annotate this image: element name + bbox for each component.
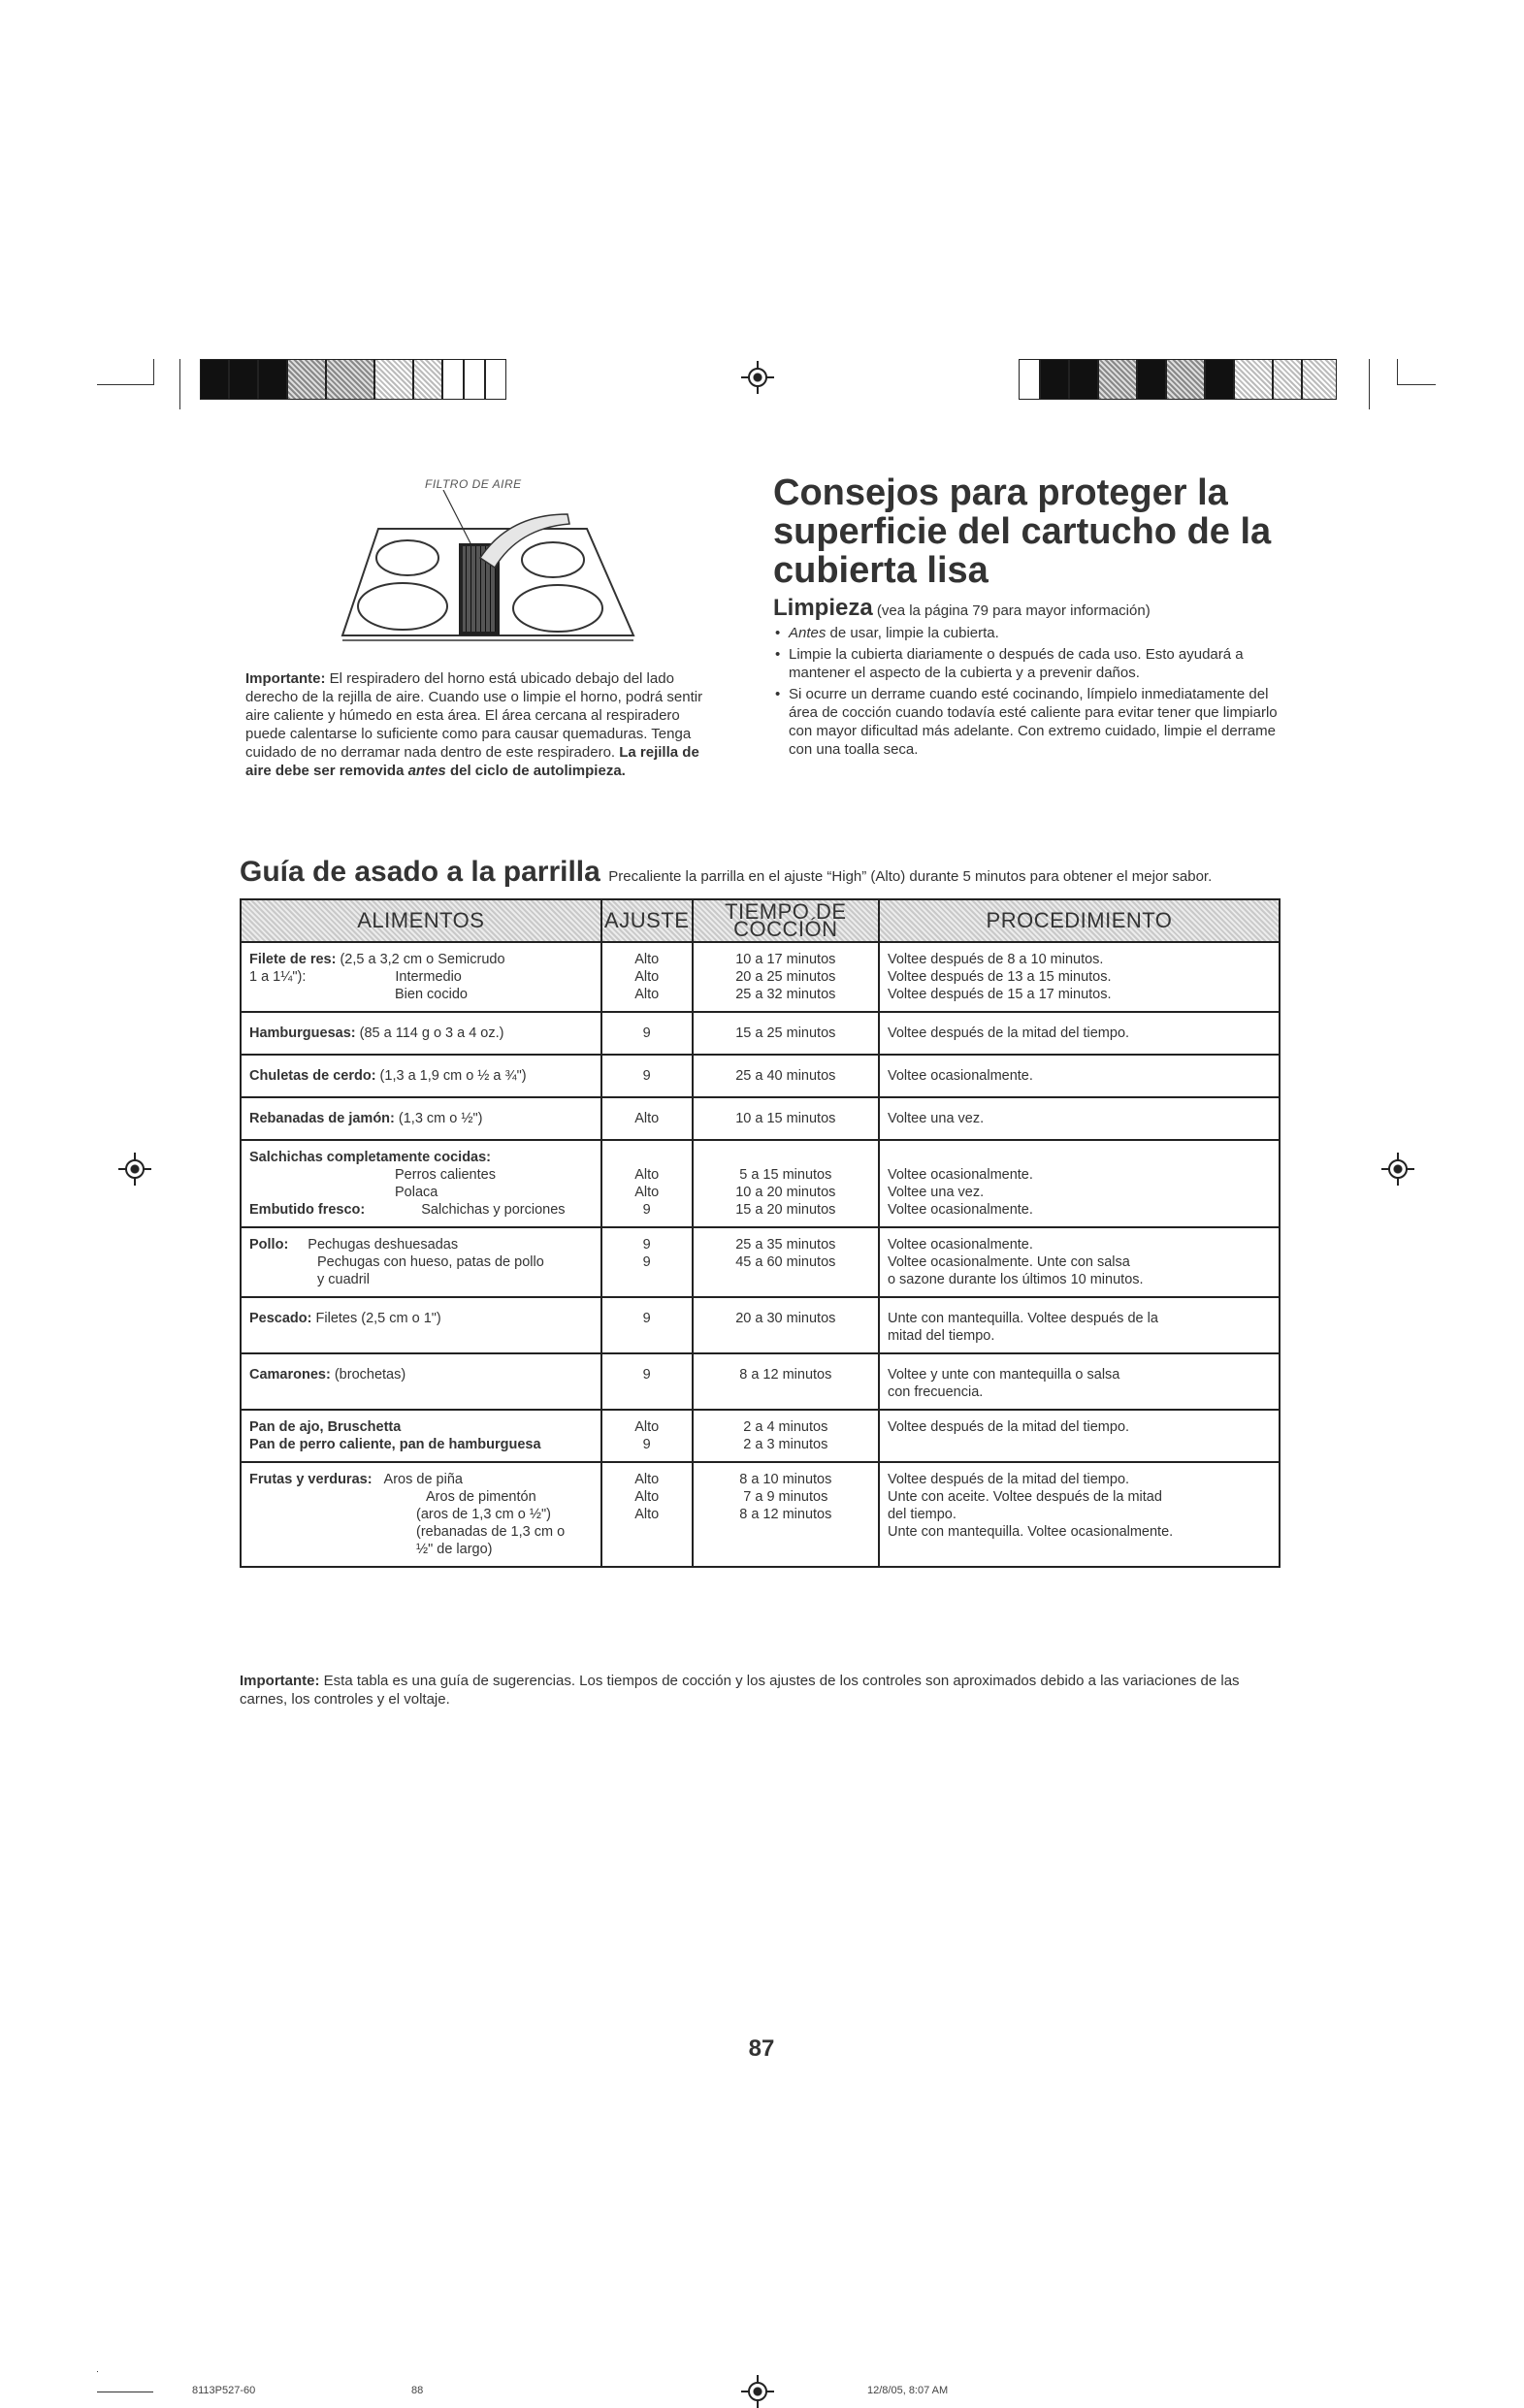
table-row: Rebanadas de jamón: (1,3 cm o ½") Alto 10 a 15 minutos Voltee una vez. — [241, 1097, 1280, 1140]
registration-target-icon — [1381, 1153, 1414, 1186]
guide-heading — [240, 856, 1287, 889]
oven-vent-note — [245, 669, 714, 780]
table-row: Pollo: Pechugas deshuesadas Pechugas con hueso, patas de pollo y cuadril 9 9 25 a 35 minutos 45 a 60 minutos Voltee ocasionalmente. Voltee ocasionalmente. Unte con salsa o sazone durante los últimos 10 minutos. — [241, 1227, 1280, 1297]
filter-label: FILTRO DE AIRE — [425, 477, 522, 491]
crop-mark — [97, 384, 153, 385]
grilling-guide-table — [240, 898, 1281, 1568]
registration-target-icon — [118, 1153, 151, 1186]
guide-intro: Precaliente la parrilla en el ajuste “High” (Alto) durante 5 minutos para obtener el mejor sabor. — [608, 868, 1213, 885]
footer-date: 12/8/05, 8:07 AM — [867, 2385, 949, 2396]
table-row: Salchichas completamente cocidas: Perros calientes Polaca Embutido fresco: Salchichas y porciones Alto Alto 9 5 a 15 minutos 10 a 20 minutos 15 a 20 minutos Voltee ocasionalmente. Voltee una vez. Voltee ocasionalmente. — [241, 1140, 1280, 1227]
tips-cleaning — [773, 595, 1282, 762]
tips-bullet: • Antes de usar, limpie la cubierta. — [773, 624, 1282, 642]
note-text: El respiradero del horno está ubicado debajo del lado derecho de la rejilla de aire. Cuando use o limpie el horno, podrá sentir aire caliente y húmedo en esta área. El área cercana al respiradero puede calentarse lo suficiente como para causar quemaduras. Tenga cuidado de no derramar nada dentro de este respiradero. — [245, 670, 703, 761]
table-row: Camarones: (brochetas) 9 8 a 12 minutos Voltee y unte con mantequilla o salsa con frecuencia. — [241, 1353, 1280, 1410]
tips-subheading-note: (vea la página 79 para mayor información) — [872, 602, 1151, 619]
note-bold-a: La rejilla de aire debe ser removida — [245, 744, 699, 779]
table-row: Frutas y verduras: Aros de piña Aros de pimentón (aros de 1,3 cm o ½") (rebanadas de 1,3 cm o ½" de largo) Alto Alto Alto 8 a 10 minutos 7 a 9 minutos 8 a 12 minutos Voltee después de la mitad del tiempo. Unte con aceite. Voltee después de la mitad del tiempo. Unte con mantequilla. Voltee ocasionalmente. — [241, 1462, 1280, 1567]
tips-bullet: • Limpie la cubierta diariamente o después de cada uso. Esto ayudará a mantener el aspecto de la cubierta y a prevenir daños. — [773, 645, 1282, 682]
tips-title-line: Consejos para proteger la — [773, 472, 1228, 513]
footer-code: 8113P527-60 — [192, 2385, 256, 2396]
header-ajuste: AJUSTE — [601, 899, 693, 942]
table-row: Pescado: Filetes (2,5 cm o 1") 9 20 a 30 minutos Unte con mantequilla. Voltee después de la mitad del tiempo. — [241, 1297, 1280, 1353]
header-alimentos: ALIMENTOS — [241, 899, 601, 942]
page-number: 87 — [748, 2035, 775, 2062]
header-tiempo: TIEMPO DE COCCIÓN — [693, 899, 879, 942]
note-label: Importante: — [245, 670, 326, 687]
guide-title: Guía de asado a la parrilla — [240, 856, 600, 888]
note-bold-b: del ciclo de autolimpieza. — [445, 763, 626, 779]
table-header-row — [241, 899, 1280, 942]
crop-mark — [1397, 384, 1436, 385]
crop-mark — [1369, 359, 1370, 409]
color-bar-right — [1019, 359, 1337, 400]
crop-mark — [1397, 359, 1398, 385]
tips-title-line: superficie del cartucho de la — [773, 511, 1272, 552]
table-row: Pan de ajo, Bruschetta Pan de perro caliente, pan de hamburguesa Alto 9 2 a 4 minutos 2 a 3 minutos Voltee después de la mitad del tiempo. — [241, 1410, 1280, 1462]
note-bold-em: antes — [407, 763, 446, 779]
header-procedimiento: PROCEDIMIENTO — [879, 899, 1280, 942]
registration-target-icon — [741, 361, 774, 394]
color-bar-left — [200, 359, 506, 400]
cooktop-filter-illustration — [335, 490, 637, 645]
tips-title — [773, 473, 1278, 590]
crop-mark — [97, 2371, 98, 2372]
tips-subheading: Limpieza — [773, 595, 873, 621]
table-row: Chuletas de cerdo: (1,3 a 1,9 cm o ½ a ¾") 9 25 a 40 minutos Voltee ocasionalmente. — [241, 1055, 1280, 1097]
table-row: Filete de res: (2,5 a 3,2 cm o Semicrudo 1 a 1¼"): Intermedio Bien cocido Alto Alto Alto 10 a 17 minutos 20 a 25 minutos 25 a 32 minutos Voltee después de 8 a 10 minutos. Voltee después de 13 a 15 minutos. Voltee después de 15 a 17 minutos. — [241, 942, 1280, 1012]
registration-target-icon — [741, 2375, 774, 2408]
crop-mark — [179, 359, 180, 409]
tips-title-line: cubierta lisa — [773, 550, 989, 591]
footer-page: 88 — [411, 2385, 424, 2396]
guide-footnote: Importante: Esta tabla es una guía de sugerencias. Los tiempos de cocción y los ajustes de los controles son aproximados debido a las variaciones de las carnes, los controles y el voltaje. — [240, 1673, 1240, 1708]
crop-mark — [153, 359, 154, 385]
tips-bullet: • Si ocurre un derrame cuando esté cocinando, límpielo inmediatamente del área de cocción cuando todavía esté caliente para evitar tener que limpiarlo con mayor dificultad más adelante. Con extremo cuidado, limpie el derrame con una toalla seca. — [773, 685, 1282, 759]
table-row: Hamburguesas: (85 a 114 g o 3 a 4 oz.) 9 15 a 25 minutos Voltee después de la mitad del tiempo. — [241, 1012, 1280, 1055]
